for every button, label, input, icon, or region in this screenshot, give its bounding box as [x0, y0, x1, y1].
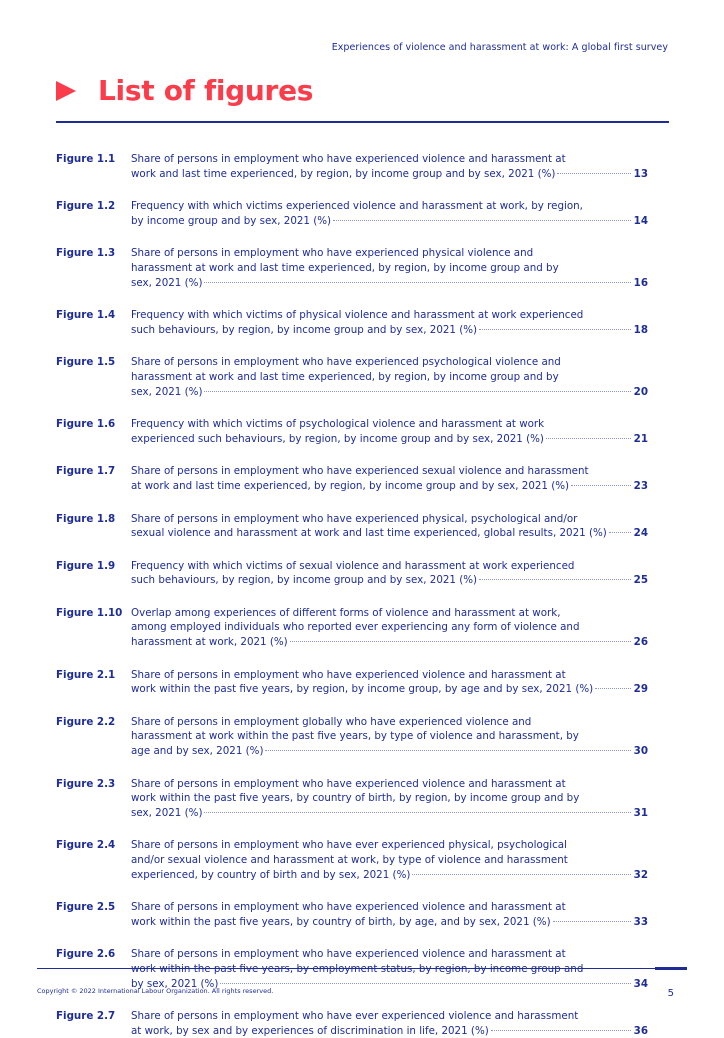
figure-label: Figure 1.8 — [56, 512, 116, 525]
figure-label: Figure 2.7 — [56, 1010, 116, 1023]
dot-leader — [553, 921, 631, 922]
dot-leader — [595, 688, 630, 689]
caption-last-line — [131, 479, 648, 494]
figure-caption — [131, 199, 648, 228]
caption-line: Share of persons in employment globally who have experienced violence and — [131, 715, 532, 728]
dot-leader — [204, 391, 630, 392]
caption-line: Share of persons in employment who have experienced sexual violence and harassment — [131, 465, 589, 478]
title-divider — [56, 121, 669, 123]
dot-leader — [491, 1030, 631, 1031]
figure-caption — [131, 246, 648, 290]
caption-line: Share of persons in employment who have experienced violence and harassment at — [131, 777, 566, 790]
caption-line: harassment at work and last time experienced, by region, by income group and by — [131, 370, 559, 383]
toc-entry[interactable] — [56, 246, 648, 290]
toc-entry[interactable] — [56, 559, 648, 588]
dot-leader — [546, 438, 631, 439]
figure-label: Figure 1.9 — [56, 559, 116, 572]
page-reference[interactable]: 18 — [633, 323, 648, 336]
figure-label: Figure 2.5 — [56, 901, 116, 914]
caption-last-line — [131, 432, 648, 447]
caption-line: experienced, by country of birth and by sex, 2021 (%) — [131, 868, 411, 881]
toc-entry[interactable] — [56, 668, 648, 697]
page-reference[interactable]: 25 — [633, 574, 648, 587]
caption-line: sex, 2021 (%) — [131, 276, 203, 289]
caption-line: harassment at work and last time experienced, by region, by income group and by — [131, 261, 559, 274]
figure-caption — [131, 947, 648, 991]
page-reference[interactable]: 21 — [633, 432, 648, 445]
figure-caption — [131, 715, 648, 759]
caption-line: Frequency with which victims experienced violence and harassment at work, by region, — [131, 200, 583, 213]
figure-label: Figure 1.7 — [56, 465, 116, 478]
dot-leader — [220, 983, 630, 984]
page-reference[interactable]: 29 — [633, 683, 648, 696]
page-reference[interactable]: 32 — [633, 868, 648, 881]
caption-line: Share of persons in employment who have ever experienced physical, psychological — [131, 839, 567, 852]
dot-leader — [265, 750, 630, 751]
toc-entry[interactable] — [56, 777, 648, 821]
caption-line: sex, 2021 (%) — [131, 385, 203, 398]
figure-label: Figure 1.4 — [56, 309, 116, 322]
caption-line: Share of persons in employment who have experienced psychological violence and — [131, 356, 561, 369]
page-reference[interactable]: 24 — [633, 527, 648, 540]
caption-line: sexual violence and harassment at work and last time experienced, global results, 2021 (%) — [131, 527, 607, 540]
figure-caption — [131, 464, 648, 493]
figure-label: Figure 2.6 — [56, 948, 116, 961]
caption-line: Frequency with which victims of sexual violence and harassment at work experienced — [131, 559, 575, 572]
figure-caption — [131, 900, 648, 929]
page-reference[interactable]: 14 — [633, 214, 648, 227]
page-reference[interactable]: 20 — [633, 385, 648, 398]
footer-accent-bar — [655, 967, 687, 970]
figure-label: Figure 1.1 — [56, 153, 116, 165]
figure-caption — [131, 308, 648, 337]
caption-last-line — [131, 323, 648, 338]
figure-list — [56, 152, 648, 1038]
caption-line — [131, 962, 648, 977]
caption-last-line — [131, 915, 648, 930]
figure-caption — [131, 512, 648, 541]
figure-caption — [131, 606, 648, 650]
caption-line: Overlap among experiences of different forms of violence and harassment at work, — [131, 606, 561, 619]
caption-last-line — [131, 214, 648, 229]
running-header: Experiences of violence and harassment at work: A global first survey — [331, 42, 668, 53]
copyright-notice: Copyright © 2022 International Labour Organization. All rights reserved. — [37, 987, 274, 995]
caption-line: harassment at work, 2021 (%) — [131, 636, 288, 649]
caption-line: work within the past five years, by region, by income group, by age and by sex, 2021 (%) — [131, 683, 594, 696]
toc-entry[interactable] — [56, 838, 648, 882]
figure-label: Figure 1.5 — [56, 356, 116, 369]
dot-leader — [557, 173, 630, 174]
page-title: List of figures — [98, 74, 314, 107]
caption-line: and/or sexual violence and harassment at work, by type of violence and harassment — [131, 854, 568, 866]
caption-last-line — [131, 868, 648, 883]
caption-last-line — [131, 806, 648, 821]
toc-entry[interactable] — [56, 606, 648, 650]
caption-last-line — [131, 635, 648, 650]
caption-line: Frequency with which victims of psychological violence and harassment at work — [131, 418, 545, 431]
caption-line: among employed individuals who reported ever experiencing any form of violence and — [131, 621, 580, 634]
title-row — [56, 74, 313, 107]
caption-line: such behaviours, by region, by income group and by sex, 2021 (%) — [131, 323, 478, 336]
figure-label: Figure 2.4 — [56, 839, 116, 852]
toc-entry[interactable] — [56, 512, 648, 541]
caption-last-line — [131, 385, 648, 400]
caption-line: Share of persons in employment who have ever experienced violence and harassment — [131, 1010, 579, 1023]
footer-divider — [37, 968, 687, 969]
dot-leader — [204, 812, 630, 813]
figure-caption — [131, 417, 648, 446]
toc-entry[interactable] — [56, 308, 648, 337]
figure-label: Figure 2.1 — [56, 668, 116, 681]
caption-line: Frequency with which victims of physical violence and harassment at work experienced — [131, 309, 584, 322]
caption-line: experienced such behaviours, by region, by income group and by sex, 2021 (%) — [131, 432, 544, 445]
dot-leader — [412, 874, 630, 875]
page-reference[interactable]: 26 — [633, 636, 648, 649]
caption-line: work within the past five years, by country of birth, by region, by income group and by — [131, 792, 580, 805]
caption-line: by sex, 2021 (%) — [131, 977, 219, 990]
dot-leader — [333, 220, 631, 221]
figure-caption — [131, 777, 648, 821]
page-reference[interactable]: 30 — [633, 745, 648, 758]
figure-label: Figure 1.6 — [56, 418, 116, 431]
dot-leader — [571, 485, 631, 486]
figure-caption — [131, 355, 648, 399]
caption-line: age and by sex, 2021 (%) — [131, 745, 264, 758]
page-reference[interactable]: 16 — [633, 276, 648, 289]
figure-label: Figure 1.3 — [56, 247, 116, 260]
page-reference[interactable]: 34 — [633, 977, 648, 990]
toc-entry[interactable] — [56, 715, 648, 759]
toc-entry[interactable] — [56, 355, 648, 399]
dot-leader — [479, 329, 631, 330]
figure-label: Figure 1.2 — [56, 200, 116, 213]
page-reference[interactable]: 36 — [633, 1024, 648, 1037]
caption-last-line — [131, 167, 648, 182]
figure-caption — [131, 668, 648, 697]
caption-line: Share of persons in employment who have experienced violence and harassment at — [131, 668, 566, 681]
toc-entry[interactable] — [56, 900, 648, 929]
toc-entry[interactable] — [56, 152, 648, 181]
toc-entry[interactable] — [56, 947, 648, 991]
figure-label: Figure 2.3 — [56, 777, 116, 790]
page-reference[interactable]: 31 — [633, 806, 648, 819]
caption-line: sex, 2021 (%) — [131, 806, 203, 819]
caption-line: at work, by sex and by experiences of discrimination in life, 2021 (%) — [131, 1024, 489, 1037]
dot-leader — [204, 282, 630, 283]
toc-entry[interactable] — [56, 199, 648, 228]
dot-leader — [609, 532, 631, 533]
page-reference[interactable]: 23 — [633, 479, 648, 492]
arrow-right-icon — [56, 81, 76, 101]
page-number: 5 — [667, 988, 674, 999]
caption-line: harassment at work within the past five years, by type of violence and harassment, by — [131, 730, 579, 743]
caption-line: Share of persons in employment who have experienced violence and harassment at — [131, 901, 566, 914]
caption-line: work and last time experienced, by region, by income group and by sex, 2021 (%) — [131, 167, 556, 180]
toc-entry[interactable] — [56, 417, 648, 446]
figure-caption — [131, 559, 648, 588]
dot-leader — [479, 579, 631, 580]
caption-line: work within the past five years, by country of birth, by age, and by sex, 2021 (%) — [131, 915, 551, 928]
caption-line: at work and last time experienced, by region, by income group and by sex, 2021 (%) — [131, 479, 570, 492]
caption-last-line — [131, 573, 648, 588]
page-reference[interactable]: 13 — [633, 167, 648, 180]
caption-last-line — [131, 276, 648, 291]
figure-caption — [131, 838, 648, 882]
page-reference[interactable]: 33 — [633, 915, 648, 928]
toc-entry[interactable] — [56, 464, 648, 493]
figure-label: Figure 2.2 — [56, 715, 116, 728]
figure-caption — [131, 152, 648, 181]
caption-last-line — [131, 682, 648, 697]
caption-last-line — [131, 526, 648, 541]
caption-line: by income group and by sex, 2021 (%) — [131, 214, 332, 227]
caption-line: Share of persons in employment who have experienced violence and harassment at — [131, 948, 566, 961]
caption-line: Share of persons in employment who have experienced physical violence and — [131, 247, 534, 260]
caption-line: Share of persons in employment who have experienced violence and harassment at — [131, 153, 566, 165]
caption-line: Share of persons in employment who have experienced physical, psychological and/or — [131, 512, 578, 525]
caption-last-line — [131, 744, 648, 759]
dot-leader — [290, 641, 631, 642]
figure-label: Figure 1.10 — [56, 606, 123, 619]
caption-line: such behaviours, by region, by income group and by sex, 2021 (%) — [131, 574, 478, 587]
caption-last-line — [131, 1024, 648, 1038]
